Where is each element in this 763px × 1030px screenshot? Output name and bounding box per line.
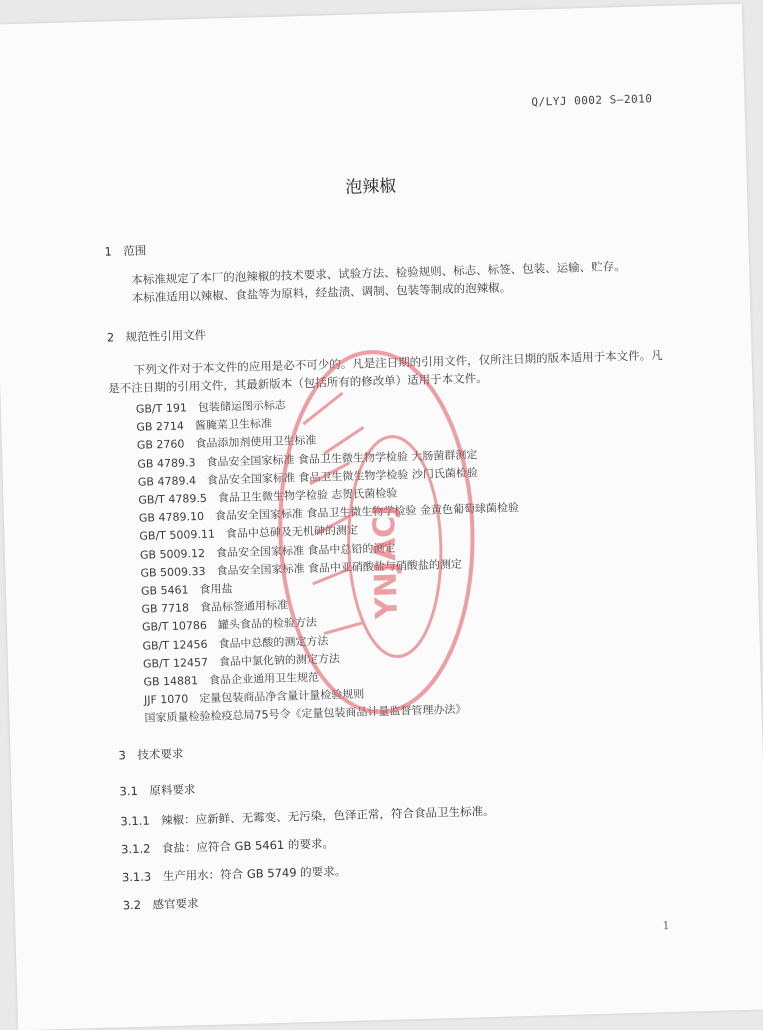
reference-item: GB 4789.10 食品安全国家标准 食品卫生微生物学检验 金黄色葡萄球菌检验 [138,501,520,525]
section-2-heading: 2 规范性引用文件 [106,327,207,345]
reference-item: GB/T 12457 食品中氯化钠的测定方法 [142,652,341,671]
requirement-item: 3.1 原料要求 [119,782,196,799]
reference-item: GB/T 12456 食品中总酸的测定方法 [142,634,329,653]
reference-item: GB/T 191 包装储运图示标志 [135,398,287,416]
reference-list [136,390,525,728]
section-1-paragraph: 本标准规定了本厂的泡辣椒的技术要求、试验方法、检验规则、标志、标签、包装、运输、贮存。 [131,259,626,287]
requirement-item: 3.1.1 辣椒：应新鲜、无霉变、无污染，色泽正常，符合食品卫生标准。 [120,803,495,829]
page-title: 泡辣椒 [345,176,397,198]
reference-item: GB 5461 食用盐 [140,582,233,598]
reference-item: GB/T 5009.11 食品中总砷及无机砷的测定 [139,524,359,544]
reference-item: GB 14881 食品企业通用卫生规范 [143,670,320,689]
reference-item: GB 5009.33 食品安全国家标准 食品中亚硝酸盐与硝酸盐的测定 [140,557,463,580]
reference-item: GB/T 10786 罐头食品的检验方法 [141,616,318,635]
section-1-body [105,256,661,307]
document-number: Q/LYJ 0002 S—2010 [531,92,653,109]
seal-lettering: YNJACJ [366,504,405,620]
reference-item: GB 2714 酱腌菜卫生标准 [136,417,273,434]
reference-item: GB/T 4789.5 食品卫生微生物学检验 志贺氏菌检验 [138,486,398,507]
reference-item: GB 5009.12 食品安全国家标准 食品中总铅的测定 [139,541,396,562]
requirement-item: 3.1.3 生产用水：符合 GB 5749 的要求。 [121,864,347,885]
section-1-paragraph: 本标准适用以辣椒、食盐等为原料，经盐渍、调制、包装等制成的泡辣椒。 [131,280,512,305]
section-3-heading: 3 技术要求 [118,746,184,763]
section-2-intro-text: 下列文件对于本文件的应用是必不可少的。凡是注日期的引用文件，仅所注日期的版本适用于本文件。凡是不注日期的引用文件，其最新版本（包括所有的修改单）适用于本文件。 [108,348,663,396]
section-2-intro [108,346,664,397]
requirement-item: 3.2 感官要求 [122,896,199,913]
reference-item: GB 2760 食品添加剂使用卫生标准 [136,434,317,453]
reference-item: GB 4789.4 食品安全国家标准 食品卫生微生物学检验 沙门氏菌检验 [137,466,479,489]
reference-item: JJF 1070 定量包装商品净含量计量检验规则 [143,687,365,707]
reference-item: GB 4789.3 食品安全国家标准 食品卫生微生物学检验 大肠菌群测定 [137,447,478,471]
requirement-item: 3.1.2 食盐：应符合 GB 5461 的要求。 [120,836,335,857]
page-number: 1 [662,919,670,933]
reference-item: 国家质量检验检疫总局75号令《定量包装商品计量监督管理办法》 [144,703,467,726]
document-page [0,4,763,1030]
section-1-heading: 1 范围 [104,243,147,259]
reference-item: GB 7718 食品标签通用标准 [141,598,289,616]
